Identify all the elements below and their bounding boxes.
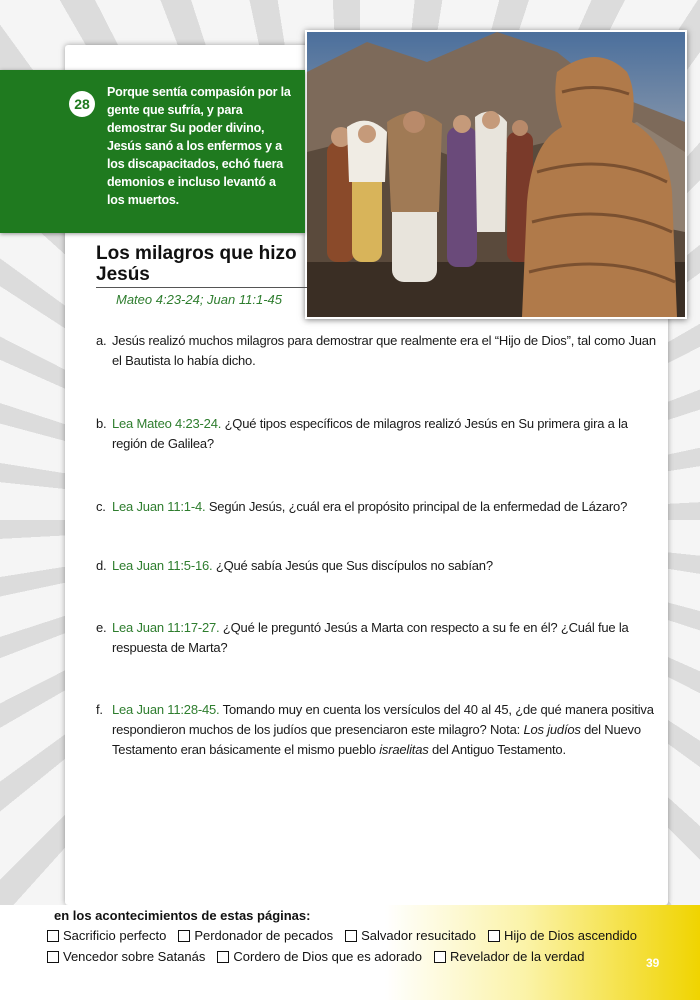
- question-a: [96, 331, 656, 371]
- callout-text: Porque sentía compasión por la gente que sufría, y para demostrar Su poder divino, Jesús sanó a los enfermos y a los discapacitados, echó fuera demonios e incluso levantó a los muertos.: [107, 85, 291, 207]
- checkbox-row-2: [47, 949, 584, 964]
- checkbox[interactable]: [434, 951, 446, 963]
- checkbox[interactable]: [488, 930, 500, 942]
- question-text: Según Jesús, ¿cuál era el propósito principal de la enfermedad de Lázaro?: [205, 499, 628, 514]
- option-sacrificio-perfecto[interactable]: Sacrificio perfecto: [47, 928, 166, 943]
- question-letter: b.: [96, 416, 107, 431]
- question-text: ¿Qué tipos específicos de milagros realizó Jesús en Su primera gira a la región de Galilea?: [112, 416, 628, 451]
- option-vencedor-sobre-satanas[interactable]: Vencedor sobre Satanás: [47, 949, 205, 964]
- reading-reference: Lea Juan 11:5-16.: [112, 558, 213, 573]
- question-d: [96, 556, 656, 576]
- question-letter: f.: [96, 702, 103, 717]
- reading-reference: Lea Juan 11:17-27.: [112, 620, 220, 635]
- title-divider: [96, 287, 307, 288]
- question-letter: a.: [96, 333, 107, 348]
- checkbox[interactable]: [178, 930, 190, 942]
- scripture-references: Mateo 4:23-24; Juan 11:1-45: [116, 292, 282, 307]
- question-text: ¿Qué sabía Jesús que Sus discípulos no sabían?: [212, 558, 493, 573]
- reading-reference: Lea Mateo 4:23-24.: [112, 416, 222, 431]
- question-letter: c.: [96, 499, 106, 514]
- option-cordero-de-dios[interactable]: Cordero de Dios que es adorado: [217, 949, 422, 964]
- checkbox[interactable]: [217, 951, 229, 963]
- option-salvador-resucitado[interactable]: Salvador resucitado: [345, 928, 476, 943]
- question-text: Tomando muy en cuenta los versículos del 40 al 45, ¿de qué manera positiva respondieron muchos de los judíos que presenciaron este milagro? Nota:: [112, 702, 654, 737]
- option-perdonador-de-pecados[interactable]: Perdonador de pecados: [178, 928, 333, 943]
- callout-number-badge: 28: [69, 91, 95, 117]
- question-text: Jesús realizó muchos milagros para demostrar que realmente era el “Hijo de Dios”, tal como Juan el Bautista lo había dicho.: [112, 333, 656, 368]
- question-italic-term: Los judíos: [523, 722, 581, 737]
- illustration-jesus-lazarus: [305, 30, 687, 319]
- checkbox[interactable]: [345, 930, 357, 942]
- question-text: del Nuevo Testamento eran básicamente el mismo pueblo: [112, 722, 641, 757]
- question-italic-term: israelitas: [379, 742, 429, 757]
- question-c: [96, 497, 656, 517]
- question-f: [96, 700, 656, 760]
- question-letter: e.: [96, 620, 107, 635]
- question-text: del Antiguo Testamento.: [428, 742, 566, 757]
- page-number: 39: [646, 956, 660, 970]
- checkbox[interactable]: [47, 951, 59, 963]
- question-text: ¿Qué le preguntó Jesús a Marta con respecto a su fe en él? ¿Cuál fue la respuesta de Marta?: [112, 620, 629, 655]
- option-revelador-de-la-verdad[interactable]: Revelador de la verdad: [434, 949, 584, 964]
- option-hijo-de-dios-ascendido[interactable]: Hijo de Dios ascendido: [488, 928, 637, 943]
- question-b: [96, 414, 656, 454]
- footer-heading: en los acontecimientos de estas páginas:: [54, 908, 311, 923]
- checkbox[interactable]: [47, 930, 59, 942]
- reading-reference: Lea Juan 11:1-4.: [112, 499, 206, 514]
- checkbox-row-1: [47, 928, 637, 943]
- section-title: Los milagros que hizo Jesús: [96, 243, 297, 285]
- question-e: [96, 618, 656, 658]
- reading-reference: Lea Juan 11:28-45.: [112, 702, 220, 717]
- question-letter: d.: [96, 558, 107, 573]
